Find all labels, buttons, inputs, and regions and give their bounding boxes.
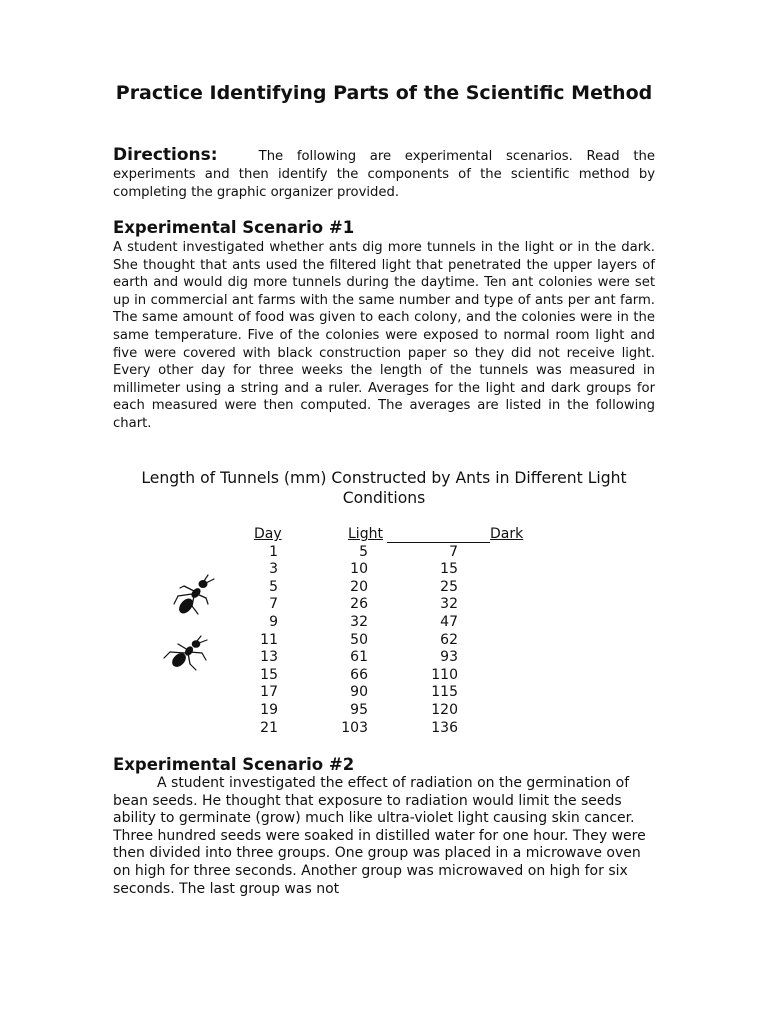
table-row [248,649,538,667]
cell-day: 11 [260,631,278,648]
cell-dark: 120 [431,701,458,718]
cell-dark: 62 [440,631,458,648]
table-title: Length of Tunnels (mm) Constructed by Ants in Different Light Conditions [141,469,627,507]
page-title: Practice Identifying Parts of the Scientific Method [115,82,653,104]
cell-day: 1 [269,543,278,560]
cell-light: 20 [350,578,368,595]
cell-day: 19 [260,701,278,718]
cell-light: 10 [350,561,368,578]
cell-dark: 47 [440,613,458,630]
cell-day: 21 [260,719,278,736]
cell-light: 26 [350,596,368,613]
cell-dark: 136 [431,719,458,736]
cell-light: 50 [350,631,368,648]
ant-icon [162,634,214,676]
table-row [248,596,538,614]
scenario-1-body: A student investigated whether ants dig more tunnels in the light or in the dark. She thought that ants used the filtered light that penetrated the upper layers of earth and would dig more tunnels during the daytime. Ten ant colonies were set up in commercial ant farms with the same number and type of ants per ant farm. The same amount of food was given to each colony, and the colonies were in the same temperature. Five of the colonies were exposed to normal room light and five were covered with black construction paper so they did not receive light. Every other day for three weeks the length of the tunnels was measured in millimeter using a string and a ruler. Averages for the light and dark groups for each measured were then computed. The averages are listed in the following chart. [113,240,655,431]
directions-text: The following are experimental scenarios. Read the experiments and then identify the components of the scientific method by completing the graphic organizer provided. [113,149,655,200]
ant-icon [170,574,220,622]
table-row [248,684,538,702]
scenario-2-body [113,775,655,898]
table-row [248,561,538,579]
cell-dark: 15 [440,561,458,578]
cell-dark: 93 [440,649,458,666]
cell-day: 5 [269,578,278,595]
cell-light: 66 [350,666,368,683]
cell-dark: 110 [431,666,458,683]
cell-dark: 25 [440,578,458,595]
cell-dark: 115 [431,684,458,701]
cell-dark: 7 [449,543,458,560]
column-header-dark: Dark [490,526,524,542]
cell-dark: 32 [440,596,458,613]
table-row [248,702,538,720]
directions-label: Directions [113,145,211,165]
scenario-2-heading: Experimental Scenario #2 [113,755,355,774]
table-row [248,544,538,562]
column-header-day: Day [254,526,282,542]
tunnel-length-table [248,526,538,737]
cell-day: 7 [269,596,278,613]
cell-day: 15 [260,666,278,683]
cell-day: 17 [260,684,278,701]
cell-light: 90 [350,684,368,701]
table-row [248,720,538,738]
directions-paragraph: Directions: The following are experimental scenarios. Read the experiments and then identify the components of the scientific method by completing the graphic organizer provided. [113,145,655,200]
scenario-2-text: A student investigated the effect of radiation on the germination of bean seeds. He thought that exposure to radiation would limit the seeds ability to germinate (grow) much like ultra-violet light causing skin cancer. Three hundred seeds were soaked in distilled water for one hour. They were then divided into three groups. One group was placed in a microwave oven on high for three seconds. Another group was microwaved on high for six seconds. The last group was not [113,775,646,897]
table-row [248,614,538,632]
table-header-row [248,526,538,544]
scenario-1-heading: Experimental Scenario #1 [113,218,355,237]
cell-light: 32 [350,613,368,630]
cell-light: 103 [341,719,368,736]
column-header-light: Light [348,526,383,542]
table-row [248,632,538,650]
table-row [248,579,538,597]
cell-day: 9 [269,613,278,630]
table-body [248,544,538,738]
cell-light: 5 [359,543,368,560]
cell-day: 13 [260,649,278,666]
table-row [248,667,538,685]
cell-day: 3 [269,561,278,578]
cell-light: 61 [350,649,368,666]
cell-light: 95 [350,701,368,718]
